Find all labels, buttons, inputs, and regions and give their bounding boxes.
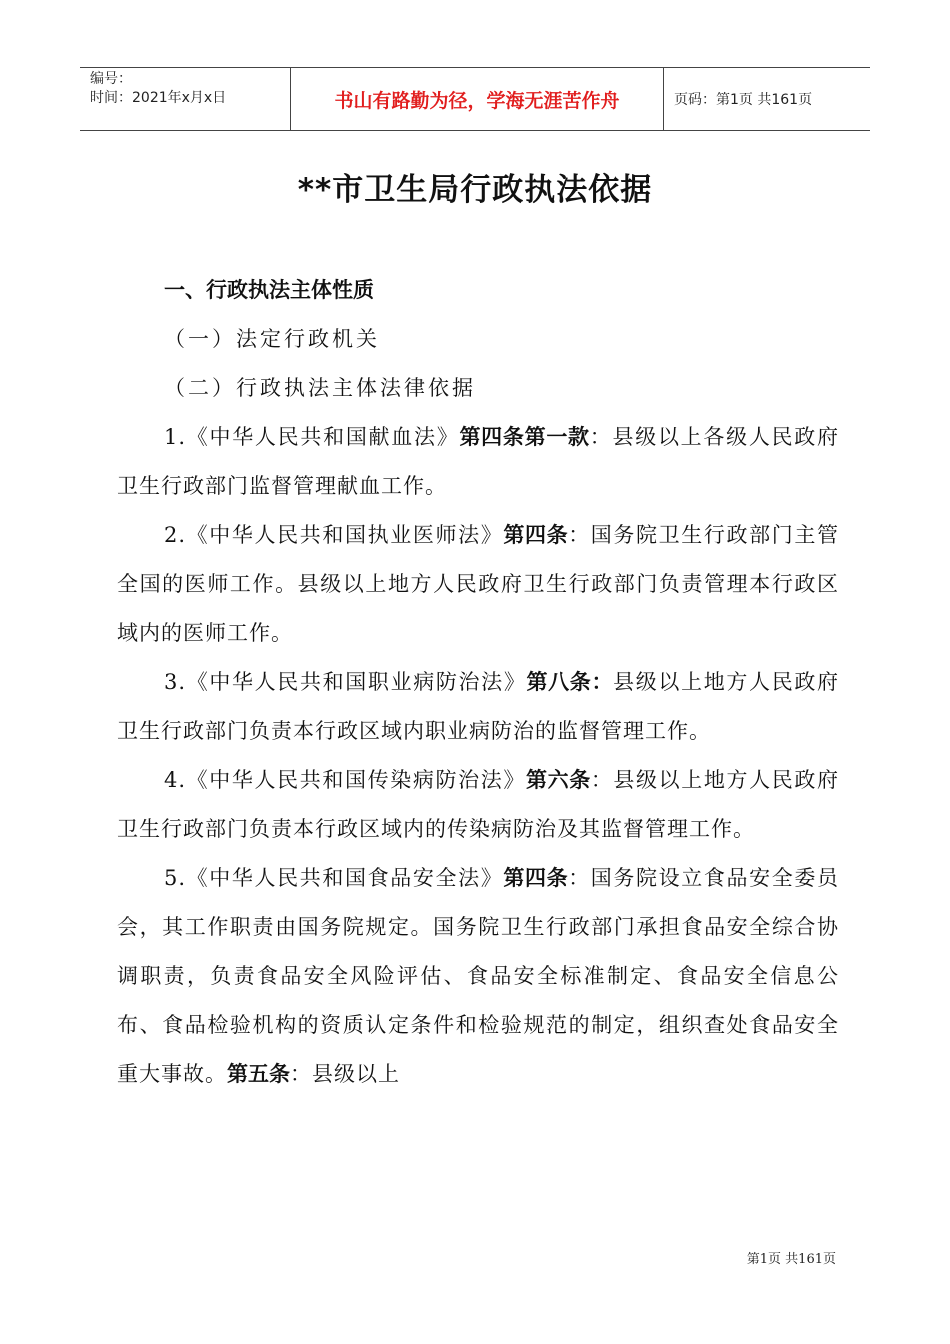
law-text: ：县级以上地方人民政府卫生行政部门负责本行政区域内的传染病防治及其监督管理工作。: [117, 768, 840, 841]
law-text: ：国务院设立食品安全委员会，其工作职责由国务院规定。国务院卫生行政部门承担食品安全综合协调职责，负责食品安全风险评估、食品安全标准制定、食品安全信息公布、食品检验机构的资质认定条件和检验规范的制定，组织查处食品安全重大事故。: [117, 866, 839, 1086]
document-body: [117, 266, 839, 1099]
section-heading: 一、行政执法主体性质: [164, 278, 374, 302]
header-motto: 书山有路勤为径，学海无涯苦作舟: [291, 68, 664, 130]
subsection-heading: （一）法定行政机关: [164, 327, 380, 351]
number-label: 编号：: [90, 71, 132, 87]
law-text: ：县级以上各级人民政府卫生行政部门监督管理献血工作。: [117, 425, 840, 498]
law-article: 第五条: [227, 1062, 290, 1086]
header-page-info: 页码：第1页 共161页: [674, 92, 813, 108]
law-article: 第四条: [503, 523, 569, 547]
page-footer: 第1页 共161页: [746, 1252, 836, 1267]
document-title: **市卫生局行政执法依据: [297, 172, 653, 208]
law-article: 第六条: [525, 768, 591, 792]
page-header: [80, 67, 870, 131]
law-article: 第八条：: [526, 670, 614, 694]
law-name: 2.《中华人民共和国执业医师法》: [164, 523, 504, 547]
time-label: 时间：2021年x月x日: [90, 90, 227, 106]
law-article: 第四条: [503, 866, 569, 890]
law-item: [117, 511, 839, 658]
law-article: 第四条第一款: [459, 425, 590, 449]
law-text: ：国务院卫生行政部门主管全国的医师工作。县级以上地方人民政府卫生行政部门负责管理本行政区域内的医师工作。: [117, 523, 839, 645]
law-text: ：县级以上: [290, 1062, 400, 1086]
law-item: [117, 413, 839, 511]
law-name: 1.《中华人民共和国献血法》: [164, 425, 460, 449]
law-name: 3.《中华人民共和国职业病防治法》: [164, 670, 527, 694]
law-item: [117, 658, 839, 756]
law-text: 县级以上地方人民政府卫生行政部门负责本行政区域内职业病防治的监督管理工作。: [117, 670, 840, 743]
law-item: [117, 854, 839, 1099]
law-name: 5.《中华人民共和国食品安全法》: [164, 866, 504, 890]
law-name: 4.《中华人民共和国传染病防治法》: [164, 768, 526, 792]
law-item: [117, 756, 839, 854]
subsection-heading: （二）行政执法主体法律依据: [164, 376, 476, 400]
header-meta: [80, 68, 291, 130]
